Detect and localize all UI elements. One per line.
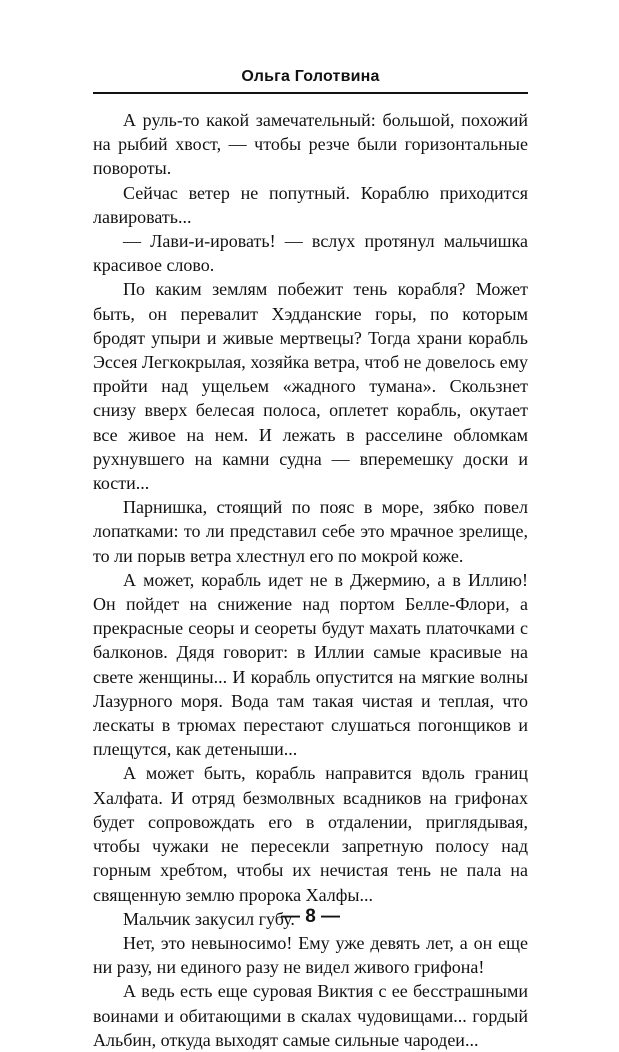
paragraph: По каким землям побежит тень корабля? Может быть, он перевалит Хэдданские горы, по которым бродят упыри и живые мертвецы? Тогда храни корабль Эссея Легкокрылая, хозяйка ветра, чтоб не довелось ему пройти над ущельем «жадного тумана». Скользнет снизу вверх белесая полоса, оплетет корабль, окутает все живое на нем. И лежать в расселине обломкам рухнувшего на камни судна — вперемешку доски и кости...: [93, 279, 528, 494]
running-head: Ольга Голотвина: [241, 68, 380, 85]
page-header: [93, 64, 528, 94]
paragraph: А ведь есть еще суровая Виктия с ее бесстрашными воинами и обитающими в скалах чудовищами... гордый Альбин, откуда выходят самые сильные чародеи...: [93, 981, 528, 1050]
paragraph: Парнишка, стоящий по пояс в море, зябко повел лопатками: то ли представил себе это мрачное зрелище, то ли порыв ветра хлестнул его по мокрой коже.: [93, 497, 528, 566]
paragraph: Сейчас ветер не попутный. Кораблю приходится лавировать...: [93, 182, 528, 227]
paragraph: — Лави-и-ировать! — вслух протянул мальчишка красивое слово.: [93, 231, 528, 276]
page-number: — 8 —: [280, 906, 341, 927]
paragraph: Мальчик закусил губу.: [123, 908, 295, 929]
paragraph: А может быть, корабль направится вдоль границ Халфата. И отряд безмолвных всадников на грифонах будет сопровождать его в отдалении, приглядывая, чтобы чужаки не пересекли запретную полосу над горным хребтом, чтобы их нечистая тень не пала на священную землю пророка Халфы...: [93, 763, 528, 905]
paragraph: А может, корабль идет не в Джермию, а в Иллию! Он пойдет на снижение над портом Белле-Флори, а прекрасные сеоры и сеореты будут махать платочками с балконов. Дядя говорит: в Иллии самые красивые на свете женщины... И корабль опустится на мягкие волны Лазурного моря. Вода там такая чистая и теплая, что лескаты в трюмах перестают слушаться погонщиков и плещутся, как детеныши...: [93, 569, 528, 760]
paragraph: Нет, это невыносимо! Ему уже девять лет, а он еще ни разу, ни единого разу не видел живого грифона!: [93, 932, 528, 978]
paragraph: А руль-то какой замечательный: большой, похожий на рыбий хвост, — чтобы резче были горизонтальные повороты.: [93, 110, 528, 179]
